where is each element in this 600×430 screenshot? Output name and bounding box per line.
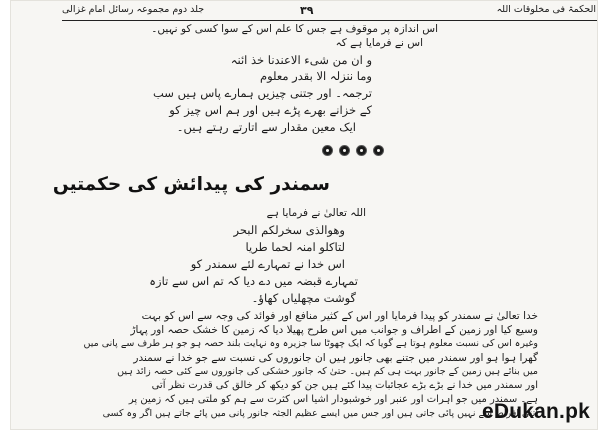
section-heading: سمندر کی پیدائش کی حکمتیں: [52, 174, 330, 195]
ornament-dot: [339, 145, 350, 156]
translation-line: کے خزانے بھرے پڑے ہیں اور ہم اس چیز کو: [169, 103, 372, 117]
translation-line: ترجمہ۔ اور جتنی چیزیں ہمارے پاس ہیں سب: [153, 86, 372, 100]
paragraph-line: وسیع کیا اور زمین کے اطراف و جوانب میں اس طرح پھیلا دیا کہ زمین کا خشک حصہ اور پہاڑ: [130, 324, 538, 336]
section-ornament: [322, 144, 386, 158]
paragraph-line: میں بنائے ہیں زمین کے جانور بہت ہی کم ہیں۔ حتیٰ کہ جانور خشکی کی جانوروں سے کئی حصہ زائد ہیں: [117, 366, 538, 377]
arabic-verse-line: وما ننزلہ الا بقدر معلوم: [259, 69, 372, 83]
paragraph-line: گھرا ہوا ہو اور سمندر میں جتنے بھی جانور ہیں ان جانوروں کی نسبت سے جو خدا نے سمندر: [133, 352, 538, 364]
paragraph-line: ہے۔ سمندر میں جو اہرات اور عنبر اور خوشبودار اشیا اس کثرت سے ہم کو ملتی ہیں کہ زمین پر: [128, 394, 538, 405]
header-divider: [62, 20, 597, 21]
translation-line: ایک معین مقدار سے اتارتے رہتے ہیں۔: [176, 120, 356, 134]
page-number: ۳۹: [300, 4, 314, 17]
watermark-logo: eDukan.pk: [482, 400, 590, 423]
ornament-dot: [322, 145, 333, 156]
paragraph-line: اتنی افراط سے نہیں پائی جاتی ہیں اور جس میں ایسے عظیم الجثہ جانور پانی میں پائے جاتے ہیں اگر وہ کسی: [102, 408, 538, 419]
header-volume-title: جلد دوم مجموعہ رسائل امام غزالی: [62, 4, 205, 15]
translation-line: تمہارے قبضہ میں دے دیا کہ تم اس سے تازہ: [149, 274, 358, 288]
arabic-verse-line: و ان من شیء الاعندنا خذ ائنہ: [230, 53, 372, 67]
arabic-verse-line: لتاکلو امنہ لحما طریا: [245, 240, 345, 254]
header-book-title: الحکمۃ فی مخلوقات اللہ: [496, 4, 596, 15]
book-page: [10, 0, 598, 430]
translation-line: گوشت مچھلیاں کھاؤ۔: [251, 291, 356, 305]
paragraph-line: اور سمندر میں خدا نے بڑے بڑے عجائبات پیدا کئے ہیں جن کو دیکھ کر خالق کی قدرت نظر آتی: [151, 380, 538, 391]
text-line: اس اندازہ پر موقوف ہے جس کا علم اس کے سوا کسی کو نہیں۔: [151, 23, 438, 35]
paragraph-line: خدا تعالیٰ نے سمندر کو پیدا فرمایا اور اس کے کثیر منافع اور فوائد کی وجہ سے اس کو بہت: [141, 310, 538, 322]
translation-line: اس خدا نے تمہارے لئے سمندر کو: [190, 257, 345, 271]
paragraph-line: وغیرہ اس کی نسبت معلوم ہوتا ہے گویا کہ ایک چھوٹا سا جزیرہ وہ نہایت بلند حصہ ہو جو ہر طرف سے پانی میں: [83, 338, 538, 349]
ornament-dot: [373, 145, 384, 156]
ornament-dot: [356, 145, 367, 156]
intro-line: اللہ تعالیٰ نے فرمایا ہے: [266, 207, 366, 219]
arabic-verse-line: وھوالذی سخرلکم البحر: [233, 223, 345, 237]
text-line: اس نے فرمایا ہے کہ: [335, 37, 423, 49]
running-header: [62, 4, 596, 20]
